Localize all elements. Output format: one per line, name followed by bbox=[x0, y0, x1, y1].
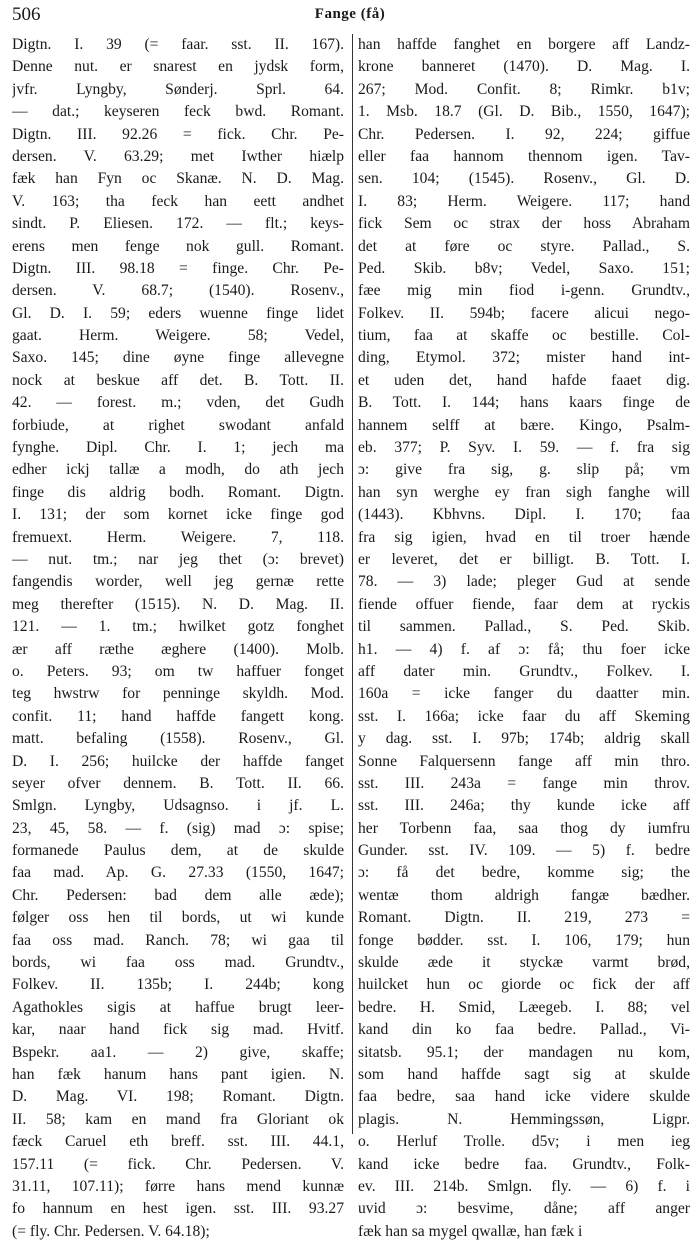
text-line: — nut. tm.; nar jeg thet (ɔ: brevet) bbox=[12, 550, 344, 568]
text-line: 157.11 (= fick. Chr. Pedersen. V. bbox=[12, 1155, 344, 1173]
text-line: er leveret, det er billigt. B. Tott. I. bbox=[358, 550, 690, 568]
text-line: som hand haffde sagt sig at skulde bbox=[358, 1065, 690, 1083]
text-line: fremuext. Herm. Weigere. 7, 118. bbox=[12, 528, 344, 546]
text-line: huilcket hun oc giorde oc fick der aff bbox=[358, 976, 690, 994]
text-line: til sammen. Pallad., S. Ped. Skib. bbox=[358, 618, 690, 636]
text-line: D. I. 256; huilcke der haffde fanget bbox=[12, 752, 344, 770]
text-line: seyer ofver dennem. B. Tott. II. 66. bbox=[12, 774, 344, 792]
text-line: y dag. sst. I. 97b; 174b; aldrig skall bbox=[358, 730, 690, 748]
text-line: forbiude, at righet swodant anfald bbox=[12, 416, 344, 434]
text-line: plagis. N. Hemmingssøn, Ligpr. bbox=[358, 1110, 690, 1128]
text-line: D. Mag. VI. 198; Romant. Digtn. bbox=[12, 1088, 344, 1106]
text-line: edher ickj tallæ a modh, do ath jech bbox=[12, 461, 344, 479]
text-line: Sonne Falquersenn fange aff min thro. bbox=[358, 752, 690, 770]
text-line: jvfr. Lyngby, Sønderj. Sprl. 64. bbox=[12, 80, 344, 98]
text-line: (= fly. Chr. Pedersen. V. 64.18); bbox=[12, 1222, 210, 1240]
text-line: skulde æde it styckæ varmt brød, bbox=[358, 954, 690, 972]
text-line: 31.11, 107.11); førre hans mend kunnæ bbox=[12, 1177, 344, 1195]
text-line: 42. — forest. m.; vden, det Gudh bbox=[12, 394, 344, 412]
text-line: eller faa hannom thennom igen. Tav- bbox=[358, 147, 690, 165]
text-line: finge dis aldrig bodh. Romant. Digtn. bbox=[12, 483, 344, 501]
text-line: fæk han sa mygel qwallæ, han fæk i bbox=[358, 1222, 583, 1240]
text-line: dersen. V. 68.7; (1540). Rosenv., bbox=[12, 282, 344, 300]
text-line: fæe mig min fiod i-genn. Grundtv., bbox=[358, 282, 690, 300]
text-line: formanede Paulus dem, at de skulde bbox=[12, 842, 344, 860]
text-line: ding, Etymol. 372; mister hand int- bbox=[358, 349, 690, 367]
text-line: 23, 45, 58. — f. (sig) mad ɔ: spise; bbox=[12, 819, 344, 837]
text-line: Folkev. II. 594b; facere alicui nego- bbox=[358, 304, 690, 322]
text-line: meg therefter (1515). N. D. Mag. II. bbox=[12, 595, 344, 613]
text-line: et uden det, hand hafde faaet dig. bbox=[358, 371, 690, 389]
text-line: kand din ko faa bedre. Pallad., Vi- bbox=[358, 1021, 690, 1039]
text-line: sindt. P. Eliesen. 172. — flt.; keys- bbox=[12, 215, 344, 233]
dictionary-columns bbox=[12, 34, 690, 1240]
text-line: II. 58; kam en mand fra Gloriant ok bbox=[12, 1110, 344, 1128]
text-line: Chr. Pedersen. I. 92, 224; giffue bbox=[358, 125, 690, 143]
text-line: B. Tott. I. 144; hans kaars finge de bbox=[358, 394, 690, 412]
text-line: Chr. Pedersen: bad dem alle æde); bbox=[12, 886, 344, 904]
text-line: kar, naar hand fick sig mad. Hvitf. bbox=[12, 1021, 344, 1039]
text-line: Denne nut. er snarest en jydsk form, bbox=[12, 58, 344, 76]
text-line: sen. 104; (1545). Rosenv., Gl. D. bbox=[358, 170, 690, 188]
text-line: faa bedre, saa hand icke videre skulde bbox=[358, 1088, 690, 1106]
text-line: faa oss mad. Ranch. 78; wi gaa til bbox=[12, 931, 344, 949]
text-line: 78. — 3) lade; pleger Gud at sende bbox=[358, 573, 690, 591]
text-line: wentæ thom aldrigh fangæ bædher. bbox=[358, 886, 690, 904]
text-line: fynghe. Dipl. Chr. I. 1; jech ma bbox=[12, 439, 344, 457]
text-line: Digtn. III. 98.18 = finge. Chr. Pe- bbox=[12, 259, 344, 277]
text-line: I. 131; der som kornet icke finge god bbox=[12, 506, 344, 524]
text-line: eb. 377; P. Syv. I. 59. — f. fra sig bbox=[358, 439, 690, 457]
right-column bbox=[358, 34, 690, 1243]
text-line: Gl. D. I. 59; eders wuenne finge lidet bbox=[12, 304, 344, 322]
text-line: kand icke bedre faa. Grundtv., Folk- bbox=[358, 1155, 690, 1173]
text-line: han syn werghe ey fran sigh fanghe will bbox=[358, 483, 690, 501]
text-line: — dat.; keyseren feck bwd. Romant. bbox=[12, 103, 344, 121]
page-number: 506 bbox=[12, 4, 41, 25]
text-line: o. Herluf Trolle. d5v; i men ieg bbox=[358, 1133, 690, 1151]
text-line: V. 163; tha feck han eett andhet bbox=[12, 192, 344, 210]
text-line: o. Peters. 93; om tw haffuer fonget bbox=[12, 662, 344, 680]
text-line: bedre. H. Smid, Læegeb. I. 88; vel bbox=[358, 998, 690, 1016]
text-line: 267; Mod. Confit. 8; Rimkr. b1v; bbox=[358, 80, 690, 98]
text-line: krone banneret (1470). D. Mag. I. bbox=[358, 58, 690, 76]
text-line: fiende offuer fiende, faar dem at ryckis bbox=[358, 595, 690, 613]
text-line: fangendis worder, well jeg gernæ rette bbox=[12, 573, 344, 591]
text-line: fonge bødder. sst. I. 106, 179; hun bbox=[358, 931, 690, 949]
text-line: fæck Caruel eth breff. sst. III. 44.1, bbox=[12, 1133, 344, 1151]
text-line: 121. — 1. tm.; hwilket gotz fonghet bbox=[12, 618, 344, 636]
text-line: erens men fenge nok gull. Romant. bbox=[12, 237, 344, 255]
running-head: Fange (få) bbox=[314, 6, 386, 22]
text-line: ev. III. 214b. Smlgn. fly. — 6) f. i bbox=[358, 1177, 690, 1195]
text-line: Ped. Skib. b8v; Vedel, Saxo. 151; bbox=[358, 259, 690, 277]
text-line: h1. — 4) f. af ɔ: få; thu foer icke bbox=[358, 640, 690, 658]
text-line: ɔ: få det bedre, komme sig; the bbox=[358, 864, 690, 882]
text-line: teg hwstrw for penninge skyldh. Mod. bbox=[12, 685, 344, 703]
text-line: det at føre oc styre. Pallad., S. bbox=[358, 237, 690, 255]
text-line: bords, wi faa oss mad. Grundtv., bbox=[12, 954, 344, 972]
column-divider bbox=[352, 34, 353, 1134]
text-line: sst. III. 246a; thy kunde icke aff bbox=[358, 797, 690, 815]
text-line: han haffde fanghet en borgere aff Landz- bbox=[358, 36, 690, 53]
text-line: ær aff ræthe æghere (1400). Molb. bbox=[12, 640, 344, 658]
text-line: sst. I. 166a; icke faar du aff Skeming bbox=[358, 707, 690, 725]
text-line: hannem selff at bære. Kingo, Psalm- bbox=[358, 416, 690, 434]
text-line: Folkev. II. 135b; I. 244b; kong bbox=[12, 976, 344, 994]
text-line: her Torbenn faa, saa thog dy iumfru bbox=[358, 819, 690, 837]
text-line: confit. 11; hand haffde fangett kong. bbox=[12, 707, 344, 725]
text-line: I. 83; Herm. Weigere. 117; hand bbox=[358, 192, 690, 210]
text-line: Smlgn. Lyngby, Udsagnso. i jf. L. bbox=[12, 797, 344, 815]
text-line: aff dater min. Grundtv., Folkev. I. bbox=[358, 662, 690, 680]
text-line: Digtn. III. 92.26 = fick. Chr. Pe- bbox=[12, 125, 344, 143]
text-line: tium, faa at skaffe oc bestille. Col- bbox=[358, 327, 690, 345]
text-line: Gunder. sst. IV. 109. — 5) f. bedre bbox=[358, 842, 690, 860]
text-line: fo hannum en hest igen. sst. III. 93.27 bbox=[12, 1200, 344, 1218]
page-header bbox=[10, 4, 690, 30]
text-line: følger oss hen til bords, ut wi kunde bbox=[12, 909, 344, 927]
text-line: fick Sem oc strax der hoss Abraham bbox=[358, 215, 690, 233]
text-line: gaat. Herm. Weigere. 58; Vedel, bbox=[12, 327, 344, 345]
text-line: Digtn. I. 39 (= faar. sst. II. 167). bbox=[12, 36, 344, 53]
text-line: dersen. V. 63.29; met Iwther hiælp bbox=[12, 147, 344, 165]
text-line: faa mad. Ap. G. 27.33 (1550, 1647; bbox=[12, 864, 344, 882]
text-line: nock at beskue aff det. B. Tott. II. bbox=[12, 371, 344, 389]
text-line: (1443). Kbhvns. Dipl. I. 170; faa bbox=[358, 506, 690, 524]
text-line: 160a = icke fanger du daatter min. bbox=[358, 685, 690, 703]
text-line: Agathokles sigis at haffue brugt leer- bbox=[12, 998, 344, 1016]
left-column bbox=[12, 34, 344, 1243]
text-line: han fæk hanum hans pant igien. N. bbox=[12, 1065, 344, 1083]
text-line: uvid ɔ: besvime, dåne; aff anger bbox=[358, 1200, 690, 1218]
text-line: ɔ: give fra sig, g. slip på; vm bbox=[358, 461, 690, 479]
text-line: fæk han Fyn oc Skanæ. N. D. Mag. bbox=[12, 170, 344, 188]
text-line: 1. Msb. 18.7 (Gl. D. Bib., 1550, 1647); bbox=[358, 103, 690, 121]
text-line: matt. befaling (1558). Rosenv., Gl. bbox=[12, 730, 344, 748]
text-line: fra sig igien, hvad en til troer hænde bbox=[358, 528, 690, 546]
text-line: Romant. Digtn. II. 219, 273 = bbox=[358, 909, 690, 927]
text-line: Bspekr. aa1. — 2) give, skaffe; bbox=[12, 1043, 344, 1061]
text-line: sitatsb. 95.1; der mandagen nu kom, bbox=[358, 1043, 690, 1061]
text-line: sst. III. 243a = fange min throv. bbox=[358, 774, 690, 792]
text-line: Saxo. 145; dine øyne finge allevegne bbox=[12, 349, 344, 367]
